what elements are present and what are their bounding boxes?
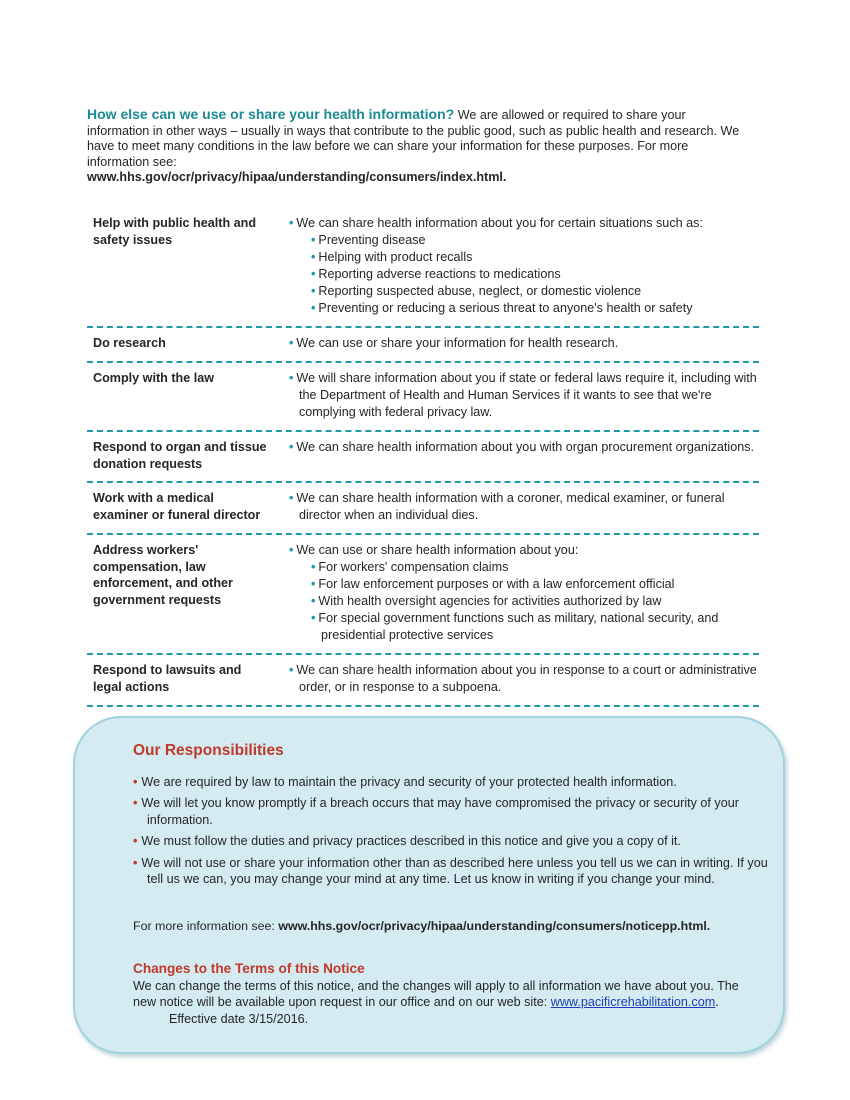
bullet-icon: • — [289, 440, 294, 454]
list-item: • We will let you know promptly if a breach occurs that may have compromised the privacy or security of your information. — [133, 796, 739, 827]
list-item: • Preventing disease — [311, 233, 426, 247]
row-label: Address workers' compensation, law enforcement, and other government requests — [93, 543, 233, 607]
row-lead: • We can use or share health information about you: — [289, 543, 579, 558]
list-item: • For special government functions such as military, national security, and presidential protective services — [311, 611, 719, 643]
row-lead: • We can share health information about you in response to a court or administrative order, or in response to a subpoena. — [289, 663, 757, 695]
list-item: • We are required by law to maintain the privacy and security of your protected health information. — [133, 775, 677, 789]
bullet-icon: • — [311, 594, 316, 609]
table-row — [87, 483, 759, 535]
intro-paragraph — [87, 107, 747, 186]
row-body — [272, 490, 759, 524]
intro-question: How else can we use or share your health information? — [87, 106, 455, 122]
bullet-icon: • — [311, 233, 316, 247]
website-link[interactable]: www.pacificrehabilitation.com — [550, 995, 716, 1010]
uses-table — [87, 208, 759, 707]
bullet-icon: • — [133, 834, 138, 849]
bullet-icon: • — [289, 216, 294, 230]
sub-list — [287, 559, 759, 644]
table-row — [87, 328, 759, 363]
list-item: • We must follow the duties and privacy practices described in this notice and give you a copy of it. — [133, 834, 681, 849]
row-lead: • We can use or share your information for health research. — [289, 336, 619, 350]
row-label: Do research — [93, 336, 166, 350]
bullet-icon: • — [311, 284, 316, 298]
list-item: • Reporting adverse reactions to medications — [311, 267, 561, 281]
table-row — [87, 655, 759, 707]
list-item: • We will not use or share your information other than as described here unless you tell us we can in writing. If you tell us we can, you may change your mind at any time. Let us know in writing if you change your mind. — [133, 855, 768, 887]
bullet-icon: • — [133, 855, 138, 870]
bullet-icon: • — [289, 371, 294, 385]
intro-url: www.hhs.gov/ocr/privacy/hipaa/understanding/consumers/index.html. — [87, 170, 507, 185]
row-body — [272, 542, 759, 644]
bullet-icon: • — [133, 796, 138, 811]
list-item: • With health oversight agencies for activities authorized by law — [311, 594, 662, 609]
bullet-icon: • — [311, 301, 316, 315]
bullet-icon: • — [311, 250, 316, 264]
sub-list — [287, 232, 759, 317]
row-body — [272, 215, 759, 317]
table-row — [87, 208, 759, 328]
row-body — [272, 439, 759, 472]
bullet-icon: • — [289, 491, 294, 506]
row-label: Work with a medical examiner or funeral director — [93, 491, 261, 522]
row-lead: • We can share health information with a coroner, medical examiner, or funeral director when an individual dies. — [289, 491, 725, 523]
row-label: Respond to organ and tissue donation requests — [93, 440, 267, 471]
bullet-icon: • — [289, 336, 294, 350]
table-row — [87, 363, 759, 432]
bullet-icon: • — [311, 577, 316, 592]
row-label: Respond to lawsuits and legal actions — [93, 663, 242, 694]
bullet-icon: • — [289, 543, 294, 558]
row-lead: • We can share health information about you with organ procurement organizations. — [289, 440, 755, 454]
list-item: • Reporting suspected abuse, neglect, or domestic violence — [311, 284, 642, 298]
responsibilities-panel — [73, 716, 785, 1054]
list-item: • Helping with product recalls — [311, 250, 473, 264]
bullet-icon: • — [311, 267, 316, 281]
intro-text: We are allowed or required to share your information in other ways – usually in ways that contribute to the public good, such as public health and research. We have to meet many conditions in the law before we can share your information for these purposes. For more information see: — [87, 108, 740, 169]
bullet-icon: • — [133, 775, 138, 789]
more-info-url: www.hhs.gov/ocr/privacy/hipaa/understanding/consumers/noticepp.html. — [278, 919, 711, 933]
row-body — [272, 370, 759, 421]
row-label: Help with public health and safety issues — [93, 216, 257, 247]
list-item: • For law enforcement purposes or with a law enforcement official — [311, 577, 675, 592]
list-item: • For workers' compensation claims — [311, 560, 509, 575]
bullet-icon: • — [311, 560, 316, 575]
bullet-icon: • — [289, 663, 294, 678]
more-info: For more information see: www.hhs.gov/ocr/privacy/hipaa/understanding/consumers/noticepp.html. — [133, 919, 711, 933]
list-item: • Preventing or reducing a serious threat to anyone's health or safety — [311, 301, 693, 315]
changes-text: We can change the terms of this notice, and the changes will apply to all information we have about you. The new notice will be available upon request in our office and on our web site: www.pacificrehabilitation.com.Effective date 3/15/2016. — [133, 979, 739, 1026]
changes-title: Changes to the Terms of this Notice — [133, 961, 365, 976]
row-body — [272, 335, 759, 352]
table-row — [87, 432, 759, 483]
row-lead: • We can share health information about you for certain situations such as: — [289, 216, 703, 230]
responsibilities-list — [133, 774, 773, 892]
responsibilities-title: Our Responsibilities — [133, 742, 284, 759]
row-label: Comply with the law — [93, 371, 215, 385]
row-body — [272, 662, 759, 696]
effective-date: Effective date 3/15/2016. — [169, 1011, 309, 1026]
bullet-icon: • — [311, 611, 316, 626]
row-lead: • We will share information about you if state or federal laws require it, including with the Department of Health and Human Services if it wants to see that we're complying with federal privacy law. — [289, 371, 757, 419]
table-row — [87, 535, 759, 655]
